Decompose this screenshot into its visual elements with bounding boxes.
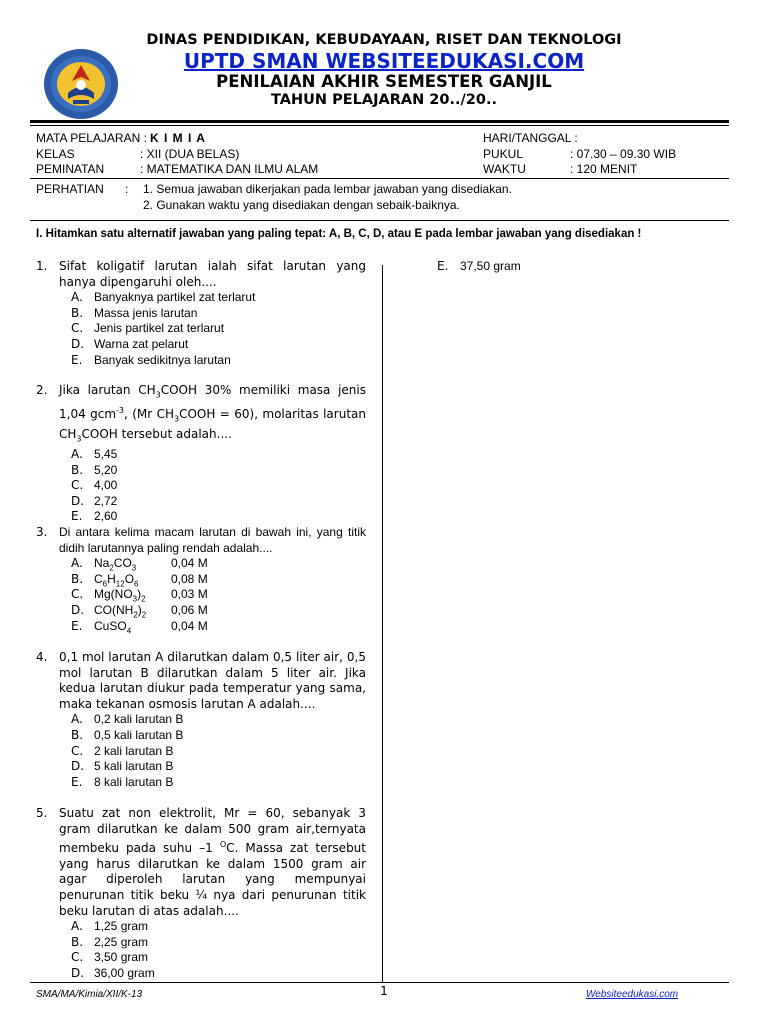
option-concentration: 0,06 M bbox=[171, 602, 208, 617]
footer-site-link[interactable]: Websiteedukasi.com bbox=[586, 989, 679, 1000]
attention-item: 1. Semua jawaban dikerjakan pada lembar jawaban yang disediakan. bbox=[143, 182, 512, 196]
option-letter: C. bbox=[71, 587, 84, 602]
footer-divider bbox=[30, 982, 729, 983]
option-d[interactable] bbox=[36, 759, 366, 775]
option-text: 0,2 kali larutan B bbox=[94, 712, 184, 727]
question-3 bbox=[36, 525, 366, 634]
page-number: 1 bbox=[380, 984, 388, 998]
option-text: 2,25 gram bbox=[94, 934, 149, 949]
option-letter: B. bbox=[71, 727, 84, 742]
option-text: 5,45 bbox=[94, 446, 118, 461]
option-d[interactable] bbox=[36, 966, 366, 982]
header-divider-thick bbox=[30, 120, 729, 123]
option-e[interactable] bbox=[36, 619, 366, 635]
option-text: 2,60 bbox=[94, 509, 118, 524]
option-c[interactable] bbox=[36, 321, 366, 337]
attention-item: 2. Gunakan waktu yang disediakan dengan sebaik-baiknya. bbox=[143, 198, 460, 212]
attention-label: PERHATIAN bbox=[36, 182, 104, 196]
option-text: 2 kali larutan B bbox=[94, 743, 174, 758]
question-4 bbox=[36, 650, 366, 790]
option-letter: E. bbox=[71, 509, 83, 524]
school-name[interactable]: UPTD SMAN WEBSITEEDUKASI.COM bbox=[183, 49, 585, 73]
option-a[interactable] bbox=[36, 556, 366, 572]
question-stem: Sifat koligatif larutan ialah sifat larutan yang hanya dipengaruhi oleh.... bbox=[59, 259, 366, 289]
option-letter: D. bbox=[71, 602, 85, 617]
option-text: Banyaknya partikel zat terlarut bbox=[94, 290, 256, 305]
option-letter: A. bbox=[71, 712, 83, 727]
option-text: 5,20 bbox=[94, 462, 118, 477]
header-divider-thin bbox=[30, 125, 729, 126]
option-e-continued[interactable] bbox=[402, 259, 602, 275]
question-number: 3. bbox=[36, 525, 48, 539]
option-text: 5 kali larutan B bbox=[94, 759, 174, 774]
duration-label: WAKTU bbox=[483, 162, 526, 176]
question-number: 4. bbox=[36, 650, 48, 664]
option-formula: $C_6H_{12}O_6$ bbox=[94, 571, 139, 589]
exam-title: PENILAIAN AKHIR SEMESTER GANJIL bbox=[216, 72, 552, 91]
option-letter: C. bbox=[71, 743, 84, 758]
option-text: 4,00 bbox=[94, 478, 118, 493]
option-text: 1,25 gram bbox=[94, 919, 149, 934]
option-letter: B. bbox=[71, 305, 84, 320]
date-label: HARI/TANGGAL : bbox=[483, 131, 578, 145]
option-letter: B. bbox=[71, 934, 84, 949]
option-a[interactable] bbox=[36, 712, 366, 728]
option-text: 37,50 gram bbox=[460, 259, 521, 273]
option-letter: E. bbox=[71, 618, 83, 633]
option-concentration: 0,03 M bbox=[171, 587, 208, 602]
option-letter: A. bbox=[71, 919, 83, 934]
option-formula: $Na_2CO_3$ bbox=[94, 556, 137, 573]
option-formula: $Mg(NO_3)_2$ bbox=[94, 587, 146, 604]
question-number: 2. bbox=[36, 383, 48, 397]
option-formula: $CO(NH_2)_2$ bbox=[94, 602, 147, 620]
option-d[interactable] bbox=[36, 337, 366, 353]
option-letter: D. bbox=[71, 493, 85, 508]
option-c[interactable] bbox=[36, 478, 366, 494]
option-b[interactable] bbox=[36, 463, 366, 479]
duration-value: : 120 MENIT bbox=[570, 162, 638, 176]
option-text: 0,5 kali larutan B bbox=[94, 727, 184, 742]
option-c[interactable] bbox=[36, 587, 366, 603]
option-letter: D. bbox=[71, 336, 85, 351]
footer-code: SMA/MA/Kimia/XII/K-13 bbox=[36, 989, 143, 1000]
column-divider bbox=[382, 265, 383, 982]
option-c[interactable] bbox=[36, 744, 366, 760]
class-value: : XII (DUA BELAS) bbox=[140, 147, 240, 161]
option-letter: D. bbox=[71, 965, 85, 980]
option-b[interactable] bbox=[36, 572, 366, 588]
option-letter: E. bbox=[71, 774, 83, 789]
option-text: 8 kali larutan B bbox=[94, 774, 174, 789]
class-label: KELAS bbox=[36, 147, 75, 161]
option-a[interactable] bbox=[36, 447, 366, 463]
option-text: 3,50 gram bbox=[94, 950, 149, 965]
option-letter: B. bbox=[71, 462, 84, 477]
option-text: 2,72 bbox=[94, 493, 118, 508]
option-text: Banyak sedikitnya larutan bbox=[94, 352, 231, 367]
option-letter: E. bbox=[71, 352, 83, 367]
question-5 bbox=[36, 806, 366, 982]
major-label: PEMINATAN bbox=[36, 162, 105, 176]
question-stem: 0,1 mol larutan A dilarutkan dalam 0,5 liter air, 0,5 mol larutan B dilarutkan dalam 5 liter air. Jika kedua larutan diukur pada temperatur yang sama, maka tekanan osmosis larutan A adalah.... bbox=[59, 650, 366, 711]
option-formula: CuSO$_4$ bbox=[94, 618, 132, 635]
question-stem: Di antara kelima macam larutan di bawah ini, yang titik didih larutannya paling rendah adalah.... bbox=[59, 525, 366, 555]
option-e[interactable] bbox=[36, 509, 366, 525]
option-text: Jenis partikel zat terlarut bbox=[94, 321, 225, 336]
option-d[interactable] bbox=[36, 603, 366, 619]
agency-title: DINAS PENDIDIKAN, KEBUDAYAAN, RISET DAN TEKNOLOGI bbox=[146, 32, 622, 48]
time-label: PUKUL bbox=[483, 147, 524, 161]
option-letter: E. bbox=[437, 259, 449, 273]
option-letter: A. bbox=[71, 290, 83, 305]
info-divider bbox=[30, 178, 729, 179]
option-letter: B. bbox=[71, 571, 84, 586]
option-a[interactable] bbox=[36, 290, 366, 306]
option-c[interactable] bbox=[36, 950, 366, 966]
section-instruction: I. Hitamkan satu alternatif jawaban yang paling tepat: A, B, C, D, atau E pada lembar jawaban yang disediakan ! bbox=[36, 228, 642, 240]
time-value: : 07.30 – 09.30 WIB bbox=[570, 147, 677, 161]
option-letter: C. bbox=[71, 950, 84, 965]
option-letter: A. bbox=[71, 446, 83, 461]
option-letter: C. bbox=[71, 321, 84, 336]
option-text: Warna zat pelarut bbox=[94, 336, 189, 351]
option-e[interactable] bbox=[36, 775, 366, 791]
option-text: Massa jenis larutan bbox=[94, 305, 198, 320]
question-1 bbox=[36, 259, 366, 368]
option-concentration: 0,04 M bbox=[171, 618, 208, 633]
question-stem: Jika larutan $CH_3COOH$ 30% memiliki masa jenis 1,04 gcm$^{-3}$, (Mr $CH_3COOH = 60$), molaritas larutan $CH_3COOH$ tersebut adalah.... bbox=[59, 383, 367, 444]
option-e[interactable] bbox=[36, 353, 366, 369]
academic-year: TAHUN PELAJARAN 20../20.. bbox=[271, 92, 497, 108]
option-concentration: 0,04 M bbox=[171, 556, 208, 571]
option-letter: C. bbox=[71, 478, 84, 493]
option-d[interactable] bbox=[36, 494, 366, 510]
option-letter: D. bbox=[71, 759, 85, 774]
question-number: 1. bbox=[36, 259, 48, 273]
option-letter: A. bbox=[71, 556, 83, 571]
attention-divider bbox=[30, 220, 729, 221]
question-2 bbox=[36, 383, 366, 525]
option-b[interactable] bbox=[36, 306, 366, 322]
option-a[interactable] bbox=[36, 919, 366, 935]
option-b[interactable] bbox=[36, 728, 366, 744]
attention-colon: : bbox=[125, 182, 129, 196]
question-number: 5. bbox=[36, 806, 48, 820]
option-concentration: 0,08 M bbox=[171, 571, 208, 586]
option-b[interactable] bbox=[36, 935, 366, 951]
option-text: 36,00 gram bbox=[94, 965, 155, 980]
subject-label: MATA PELAJARAN : bbox=[36, 131, 147, 145]
major-value: : MATEMATIKA DAN ILMU ALAM bbox=[140, 162, 319, 176]
subject-value: K I M I A bbox=[150, 131, 206, 145]
question-stem: Suatu zat non elektrolit, Mr = 60, sebanyak 3 gram dilarutkan ke dalam 500 gram air,ternyata membeku pada suhu –1 $^O$C. Massa zat tersebut yang harus dilarutkan ke dalam 1500 gram air agar diperoleh larutan yang mempunyai penurunan titik beku ¼ nya dari penurunan titik beku larutan di atas adalah.... bbox=[59, 806, 366, 918]
